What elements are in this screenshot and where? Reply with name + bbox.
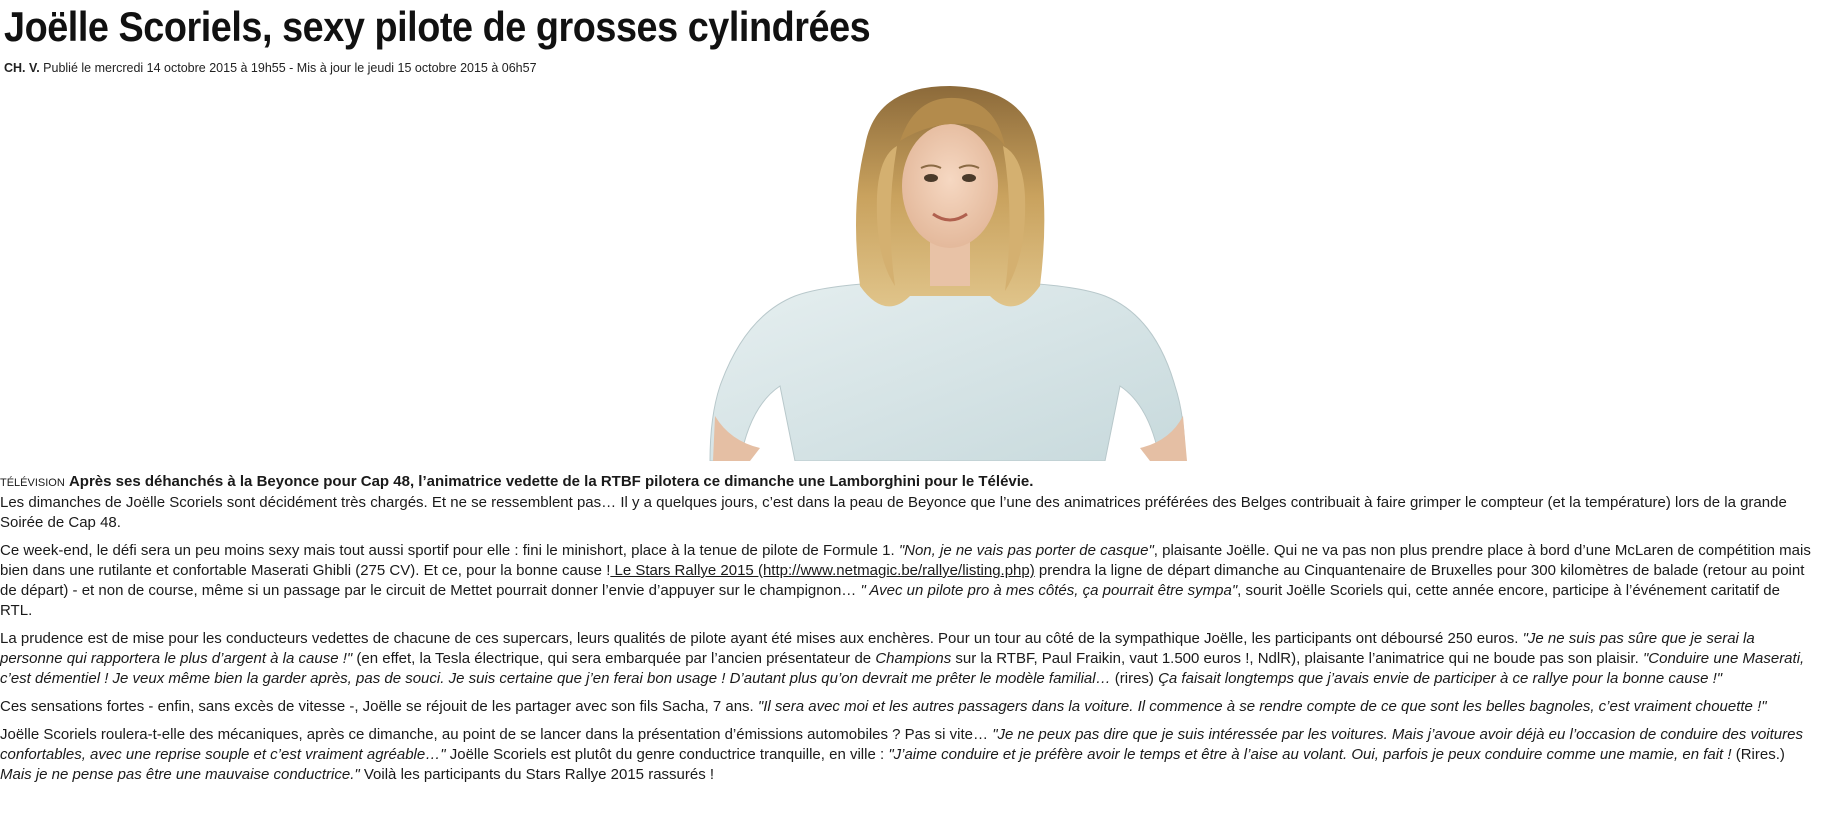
- p5-quote-2: "J’aime conduire et je préfère avoir le temps et être à l’aise au volant. Oui, parfois je peux conduire comme une mamie, en fait !: [888, 746, 1732, 763]
- p4-quote-1: "Il sera avec moi et les autres passagers dans la voiture. Il commence à se rendre compte de ce que sont les belles bagnoles, c’est vraiment chouette !": [757, 698, 1767, 715]
- headline: Joëlle Scoriels, sexy pilote de grosses cylindrées: [4, 3, 871, 50]
- p3-quote-3: Ça faisait longtemps que j’avais envie de participer à ce rallye pour la bonne cause !": [1158, 670, 1723, 687]
- p2-quote-2: " Avec un pilote pro à mes côtés, ça pourrait être sympa": [860, 582, 1238, 599]
- lede: Après ses déhanchés à la Beyonce pour Cap 48, l’animatrice vedette de la RTBF pilotera ce dimanche une Lamborghini pour le Télévie.: [68, 473, 1034, 490]
- p5-quote-3: Mais je ne pense pas être une mauvaise conductrice.": [0, 766, 360, 783]
- p3-text-2: (en effet, la Tesla électrique, qui sera embarquée par l’ancien présentateur de: [352, 650, 876, 667]
- p4-text-1: Ces sensations fortes - enfin, sans excès de vitesse -, Joëlle se réjouit de les partager avec son fils Sacha, 7 ans.: [0, 698, 758, 715]
- p3-show-title: Champions: [875, 650, 952, 667]
- p3-quote-2: "Conduire une Maserati, c’est démentiel ! Je veux même bien la garder après, pas de souci. Je suis certaine que j’en ferai bon usage ! D’autant plus qu’on devrait me prêter le modèle familial…: [0, 650, 1805, 687]
- p2-text-3: prendra la ligne de départ dimanche au Cinquantenaire de Bruxelles pour 300 kilomètres de balade (retour au point de départ) - et non de course, même si un passage par le circuit de Mettet pourrait donner l’envie d’appuyer sur le champignon…: [0, 562, 1805, 599]
- byline: [4, 61, 1816, 76]
- p2-text-2: , plaisante Joëlle. Qui ne va pas non plus prendre place à bord d’une McLaren de compétition mais bien dans une rutilante et confortable Maserati Ghibli (275 CV). Et ce, pour la bonne cause !: [0, 542, 1811, 579]
- stars-rallye-link[interactable]: Le Stars Rallye 2015 (http://www.netmagic.be/rallye/listing.php): [610, 562, 1035, 579]
- p2-text-4: , sourit Joëlle Scoriels qui, cette année encore, participe à l’événement caritatif de RTL.: [0, 582, 1780, 619]
- p2-text-1: Ce week-end, le défi sera un peu moins sexy mais tout aussi sportif pour elle : fini le minishort, place à la tenue de pilote de Formule 1.: [0, 542, 899, 559]
- article: [4, 0, 1816, 76]
- paragraph-4: [0, 697, 1812, 717]
- paragraph-5: [0, 725, 1812, 785]
- p5-quote-1: "Je ne peux pas dire que je suis intéressée par les voitures. Mais j’avoue avoir déjà eu l’occasion de conduire des voitures confortables, avec une reprise souple et c’est vraiment agréable…": [0, 726, 1803, 763]
- p2-quote-1: "Non, je ne vais pas porter de casque": [898, 542, 1154, 559]
- lede-paragraph: [0, 472, 1812, 533]
- byline-author: CH. V.: [4, 61, 40, 75]
- p5-text-4: Voilà les participants du Stars Rallye 2015 rassurés !: [359, 766, 715, 783]
- article-body: [0, 472, 1812, 793]
- paragraph-3: [0, 629, 1812, 689]
- p3-quote-1: "Je ne suis pas sûre que je serai la personne qui rapportera le plus d’argent à la cause !": [0, 630, 1755, 667]
- rubric-label: TÉLÉVISION: [0, 477, 65, 489]
- p5-text-1: Joëlle Scoriels roulera-t-elle des mécaniques, après ce dimanche, au point de se lancer dans la présentation d’émissions automobiles ? Pas si vite…: [0, 726, 993, 743]
- p5-text-2: Joëlle Scoriels est plutôt du genre conductrice tranquille, en ville :: [445, 746, 889, 763]
- paragraph-2: [0, 541, 1812, 621]
- p3-text-3: sur la RTBF, Paul Fraikin, vaut 1.500 euros !, NdlR), plaisante l’animatrice qui ne boude pas son plaisir.: [951, 650, 1643, 667]
- p3-text-4: (rires): [1110, 670, 1159, 687]
- p5-text-3: (Rires.): [1731, 746, 1785, 763]
- paragraph-1: Les dimanches de Joëlle Scoriels sont décidément très chargés. Et ne se ressemblent pas… Il y a quelques jours, c’est dans la peau de Beyonce que l’une des animatrices préférées des Belges contribuait à faire grimper le compteur (et la température) lors de la grande Soirée de Cap 48.: [0, 494, 1787, 531]
- p3-text-1: La prudence est de mise pour les conducteurs vedettes de chacune de ces supercars, leurs qualités de pilote ayant été mises aux enchères. Pour un tour au côté de la sympathique Joëlle, les participants ont déboursé 250 euros.: [0, 630, 1523, 647]
- article-photo: [545, 86, 1285, 461]
- byline-dates: Publié le mercredi 14 octobre 2015 à 19h55 - Mis à jour le jeudi 15 octobre 2015 à 06h57: [43, 61, 537, 75]
